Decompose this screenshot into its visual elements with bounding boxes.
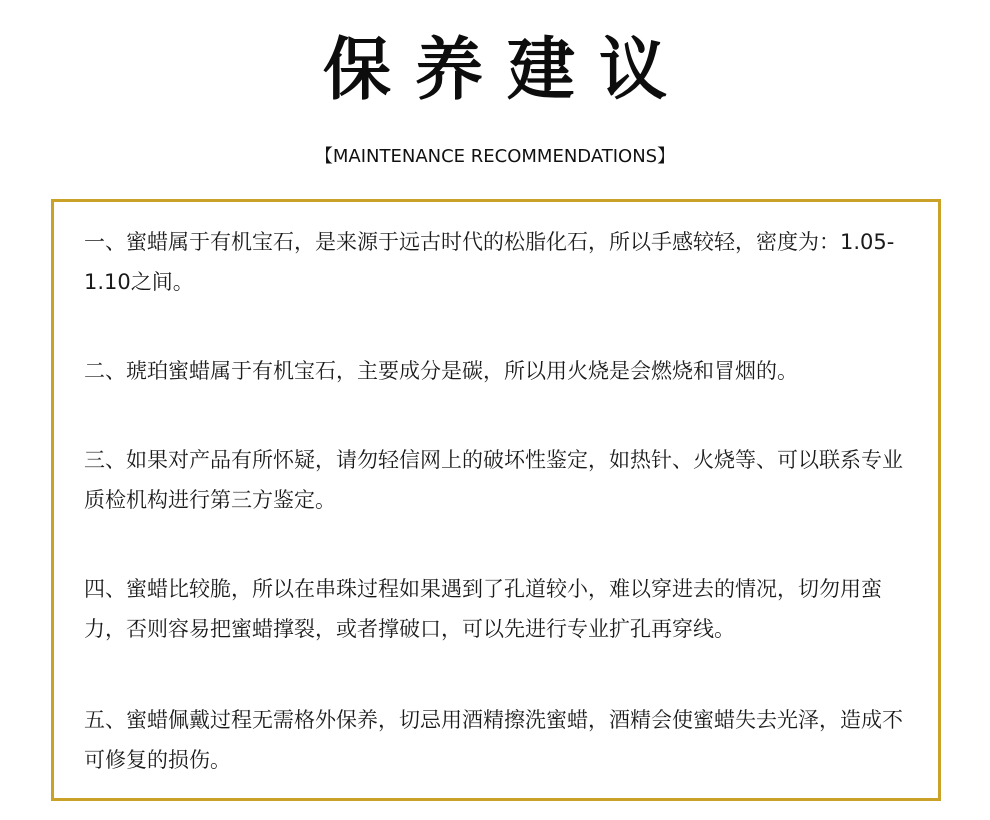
- recommendation-item-5: 五、蜜蜡佩戴过程无需格外保养，切忌用酒精擦洗蜜蜡，酒精会使蜜蜡失去光泽，造成不可修复的损伤。: [84, 708, 903, 772]
- recommendation-item-1: 一、蜜蜡属于有机宝石，是来源于远古时代的松脂化石，所以手感较轻，密度为：1.05-1.10之间。: [84, 230, 895, 294]
- recommendations-box: [51, 199, 941, 801]
- page-title: 保养建议: [322, 30, 691, 110]
- page-subtitle: 【MAINTENANCE RECOMMENDATIONS】: [314, 146, 676, 167]
- recommendation-item-3: 三、如果对产品有所怀疑，请勿轻信网上的破坏性鉴定，如热针、火烧等、可以联系专业质检机构进行第三方鉴定。: [84, 448, 903, 512]
- recommendation-item-4: 四、蜜蜡比较脆，所以在串珠过程如果遇到了孔道较小，难以穿进去的情况，切勿用蛮力，否则容易把蜜蜡撑裂，或者撑破口，可以先进行专业扩孔再穿线。: [84, 577, 882, 641]
- recommendation-item-2: 二、琥珀蜜蜡属于有机宝石，主要成分是碳，所以用火烧是会燃烧和冒烟的。: [84, 359, 798, 383]
